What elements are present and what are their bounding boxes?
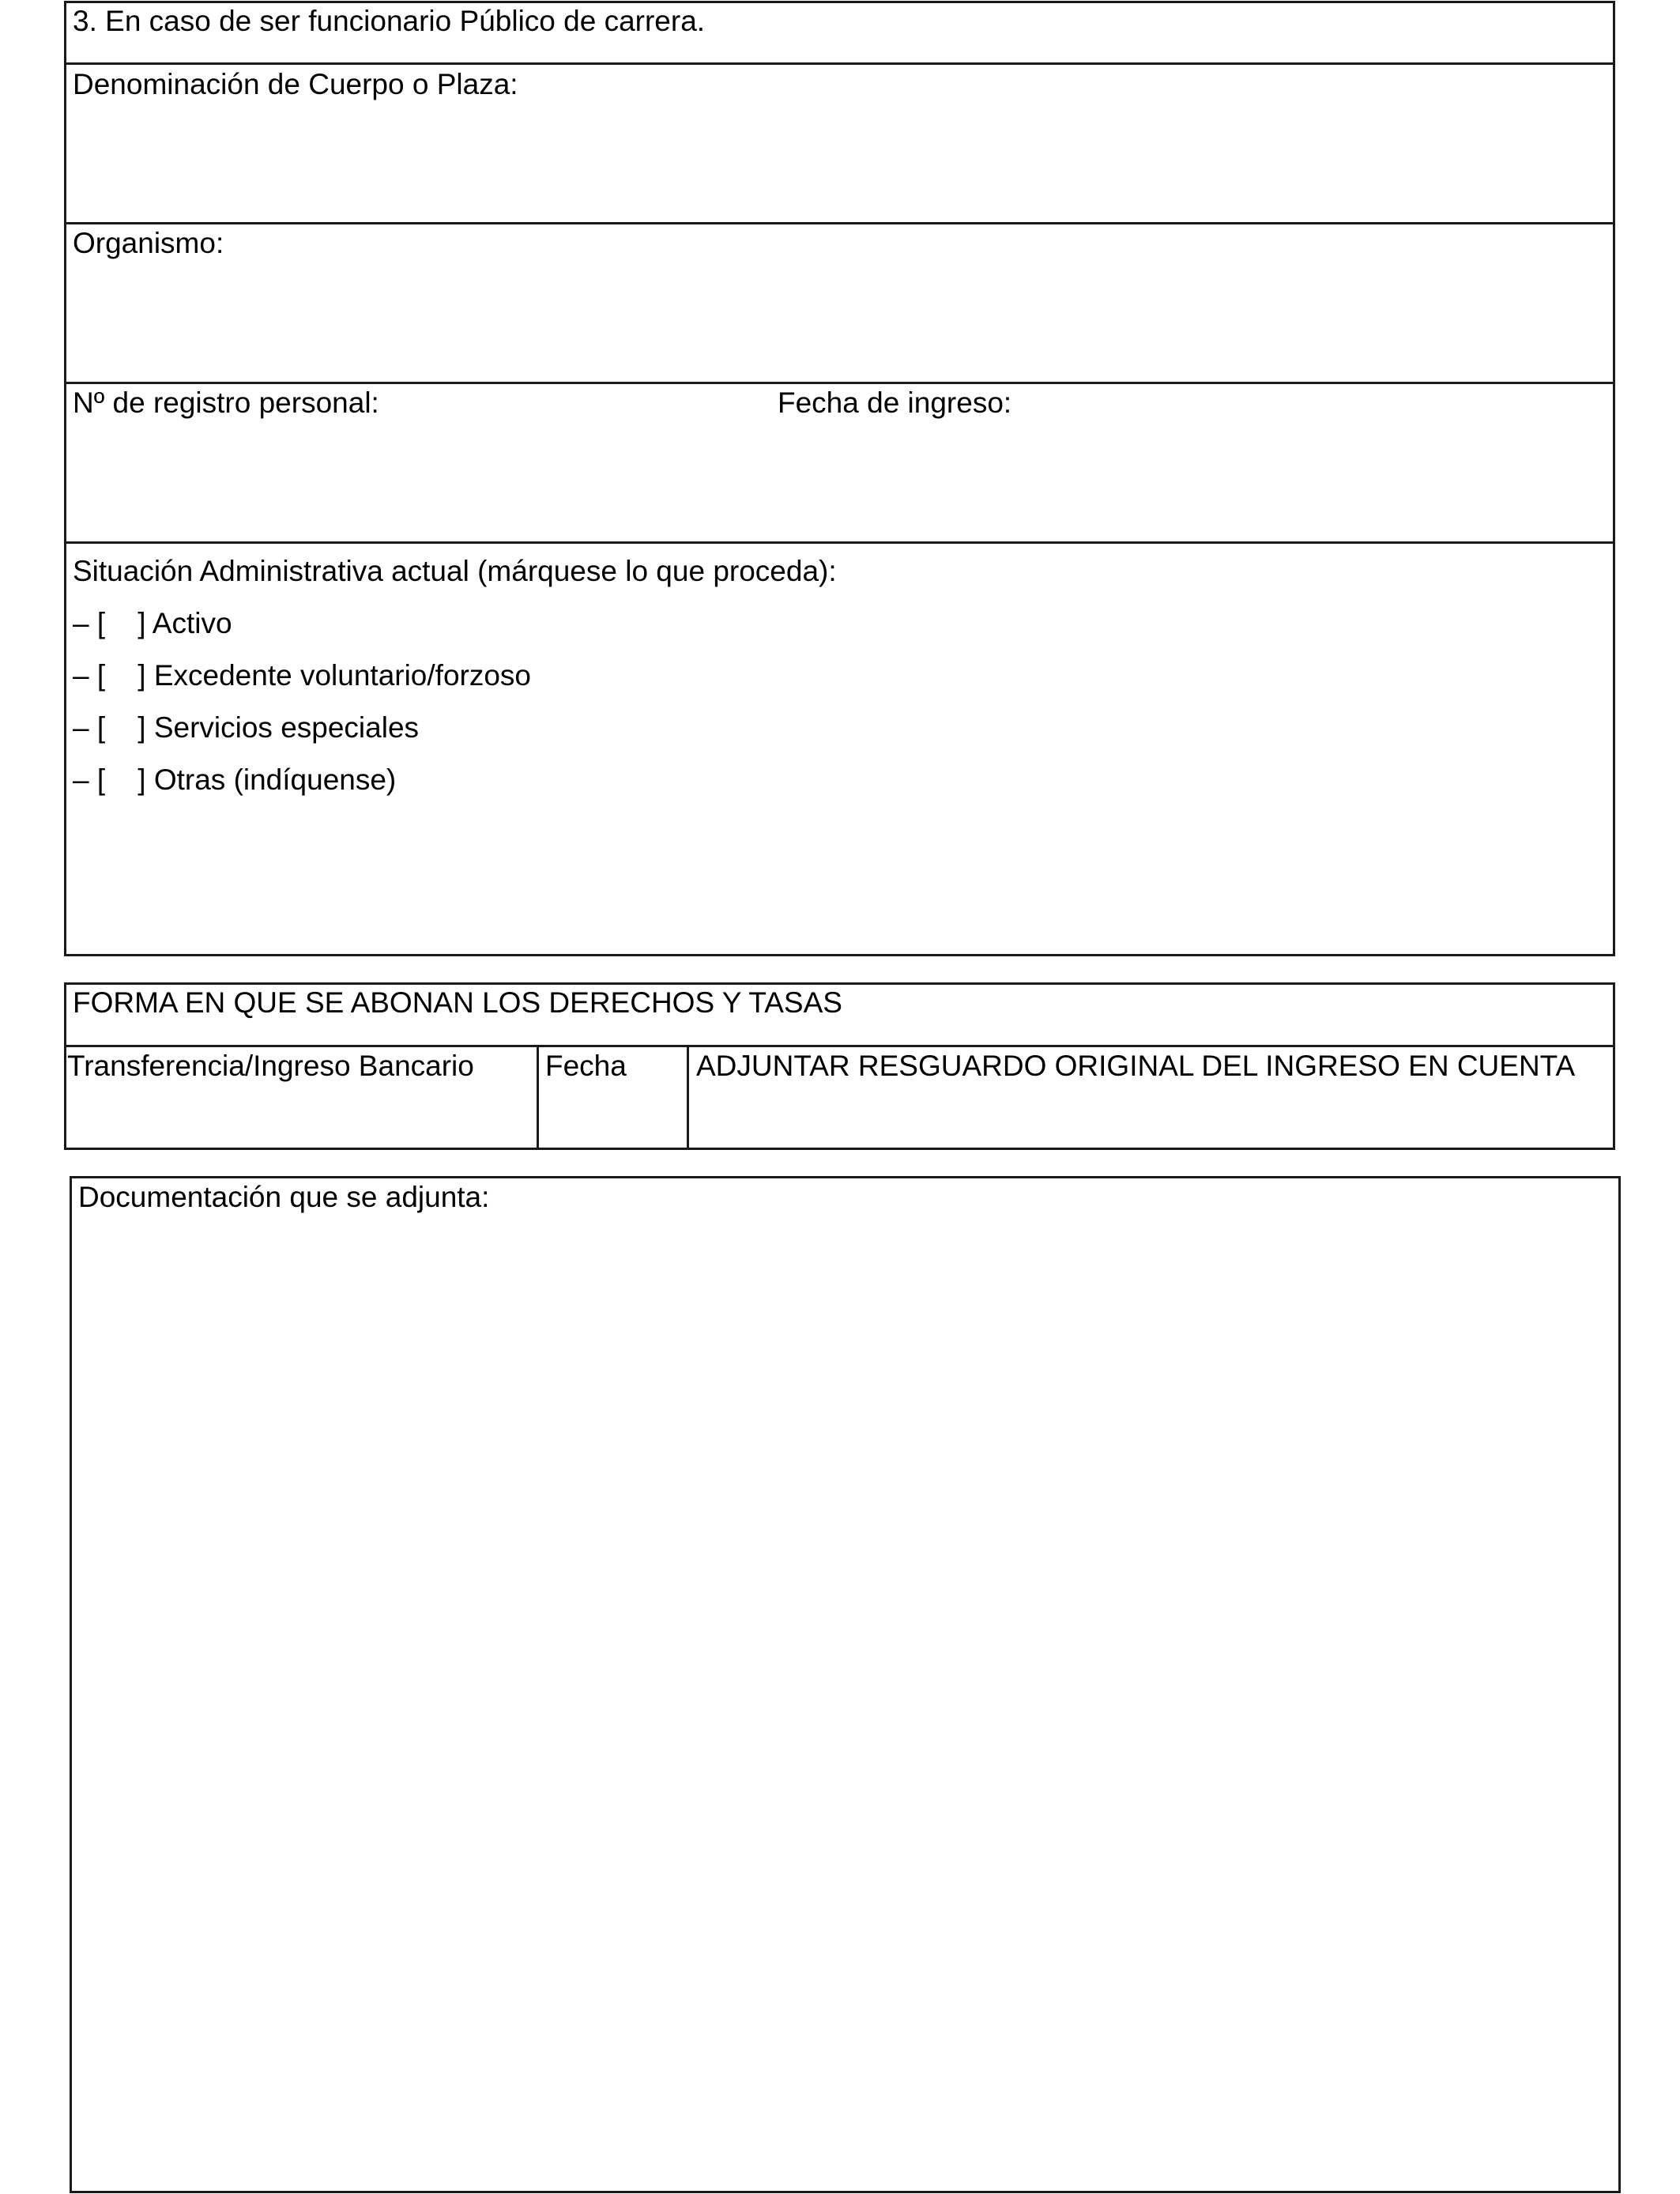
checkbox-bracket[interactable]: – [ ] <box>73 659 146 692</box>
fecha-ingreso-label: Fecha de ingreso: <box>778 386 1012 419</box>
divider <box>64 222 1615 224</box>
payment-method-label: Transferencia/Ingreso Bancario <box>67 1050 474 1082</box>
option-label: Activo <box>152 607 232 639</box>
option-label: Excedente voluntario/forzoso <box>153 659 531 692</box>
payment-title: FORMA EN QUE SE ABONAN LOS DERECHOS Y TASAS <box>73 986 842 1019</box>
checkbox-bracket[interactable]: – [ ] <box>73 763 146 796</box>
payment-attach-note: ADJUNTAR RESGUARDO ORIGINAL DEL INGRESO EN CUENTA <box>696 1050 1576 1082</box>
option-label: Servicios especiales <box>153 711 420 744</box>
divider <box>64 382 1615 384</box>
registro-personal-field[interactable] <box>66 422 762 541</box>
column-divider <box>687 1045 689 1150</box>
option-servicios-especiales[interactable] <box>73 711 419 745</box>
option-activo[interactable] <box>73 606 232 641</box>
checkbox-bracket[interactable]: – [ ] <box>73 711 146 744</box>
option-label: Otras (indíquense) <box>153 763 397 796</box>
otras-field[interactable] <box>66 802 1613 952</box>
option-otras[interactable] <box>73 763 396 797</box>
option-excedente[interactable] <box>73 658 531 693</box>
fecha-ingreso-field[interactable] <box>774 422 1612 541</box>
payment-method-field[interactable] <box>66 1087 535 1148</box>
cuerpo-plaza-field[interactable] <box>66 103 1613 221</box>
situacion-administrativa-label: Situación Administrativa actual (márquese lo que proceda): <box>73 555 837 587</box>
registro-personal-label: Nº de registro personal: <box>73 386 379 419</box>
section-3-title: 3. En caso de ser funcionario Público de carrera. <box>73 5 706 37</box>
column-divider <box>537 1045 539 1150</box>
divider <box>64 541 1615 544</box>
checkbox-bracket[interactable]: – [ ] <box>73 607 146 639</box>
divider <box>64 62 1615 65</box>
divider <box>64 1045 1615 1047</box>
payment-date-label: Fecha <box>545 1050 627 1082</box>
payment-date-field[interactable] <box>540 1087 685 1148</box>
organismo-field[interactable] <box>66 262 1613 381</box>
cuerpo-plaza-label: Denominación de Cuerpo o Plaza: <box>73 68 518 100</box>
organismo-label: Organismo: <box>73 227 224 259</box>
documentation-field[interactable] <box>72 1217 1618 2189</box>
documentation-label: Documentación que se adjunta: <box>78 1181 490 1213</box>
